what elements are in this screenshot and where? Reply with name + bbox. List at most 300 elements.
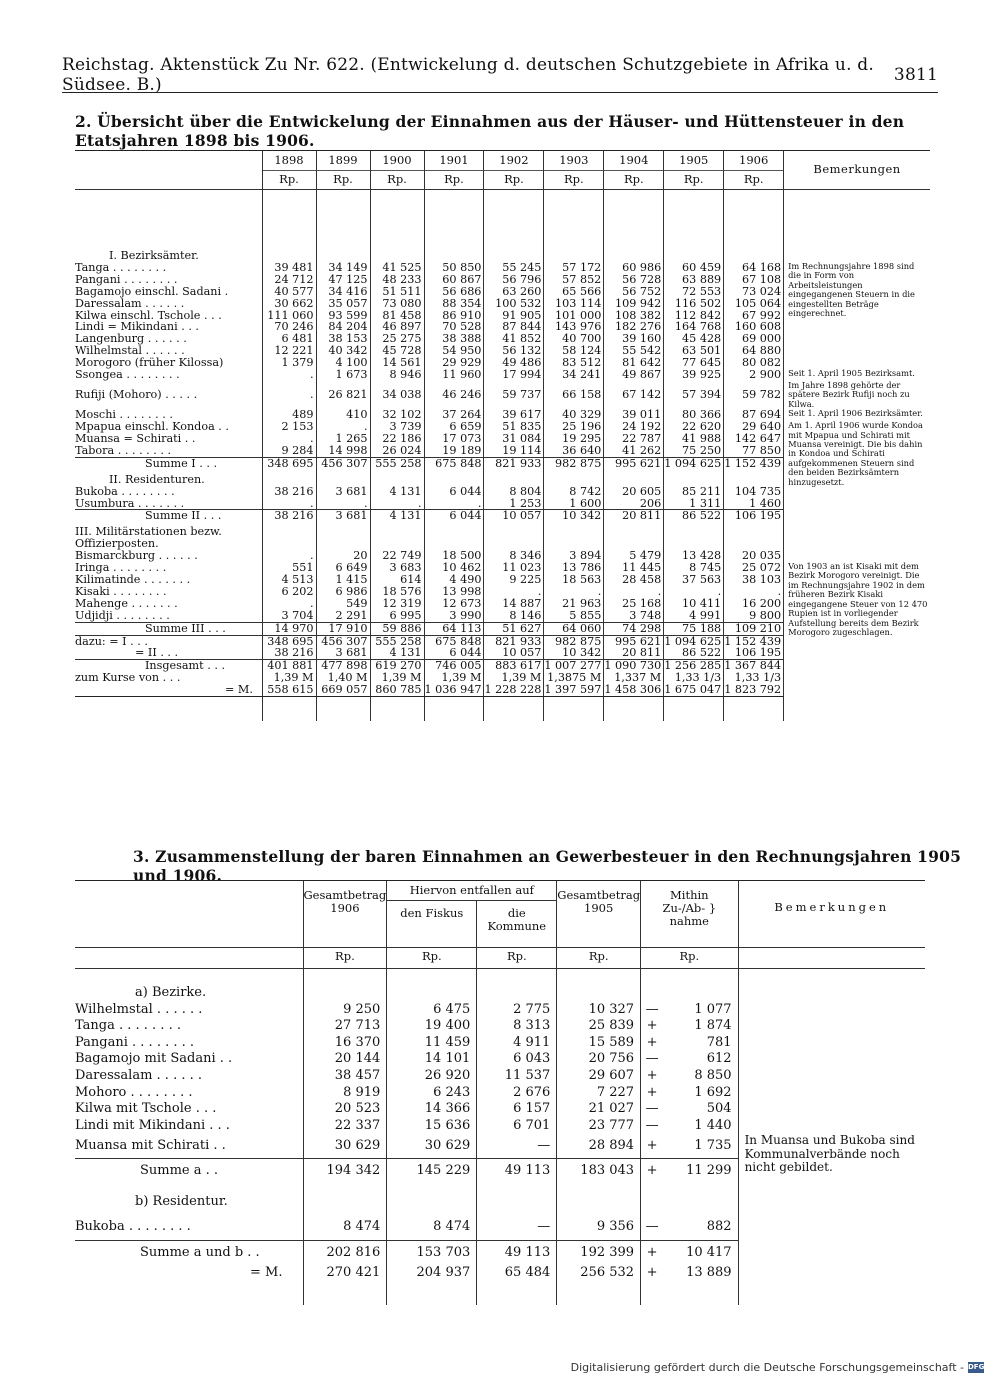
cell-1898: 38 216 bbox=[262, 647, 316, 659]
cell-1899: . bbox=[316, 421, 370, 433]
cell: 14 366 bbox=[387, 1101, 477, 1118]
unit-label: Rp. bbox=[279, 171, 299, 186]
cell-1904: 20 605 bbox=[604, 486, 664, 498]
cell-1905: 13 428 bbox=[664, 550, 724, 562]
cell: 27 713 bbox=[303, 1018, 387, 1035]
cell-1900: 8 946 bbox=[370, 369, 424, 381]
cell-1906: 69 000 bbox=[724, 333, 784, 345]
cell: 30 629 bbox=[303, 1134, 387, 1159]
year-header-1901 bbox=[424, 151, 484, 190]
year-label: 1906 bbox=[724, 155, 783, 171]
row-label: III. Militärstationen bezw. Offizierposten. bbox=[75, 525, 222, 551]
cell: 256 532 bbox=[557, 1265, 641, 1282]
cell-1904: 74 298 bbox=[604, 622, 664, 635]
cell-1899: 1,40 M bbox=[316, 672, 370, 684]
cell-1903: 64 060 bbox=[544, 622, 604, 635]
cell-1904: 67 142 bbox=[604, 381, 664, 409]
t3-fiskus-header: den Fiskus bbox=[387, 901, 477, 948]
cell-1906: 73 024 bbox=[724, 286, 784, 298]
cell: 270 421 bbox=[303, 1265, 387, 1282]
cell-1901: 88 354 bbox=[424, 298, 484, 310]
cell-1899: 17 910 bbox=[316, 622, 370, 635]
header-title: Reichstag. Aktenstück Zu Nr. 622. (Entwickelung d. deutschen Schutzgebiete in Afrika u. d. Südsee. B.) bbox=[62, 55, 874, 95]
cell-1902: 31 084 bbox=[484, 433, 544, 445]
cell-1905: 4 991 bbox=[664, 610, 724, 622]
diff-sign: + bbox=[641, 1265, 664, 1282]
diff-sign: — bbox=[641, 1216, 664, 1241]
cell-1906: 80 082 bbox=[724, 357, 784, 369]
cell-1901: 6 659 bbox=[424, 421, 484, 433]
t3-diff-header: Mithin Zu-/Ab- } nahme bbox=[641, 881, 739, 948]
cell-1898: 70 246 bbox=[262, 321, 316, 333]
cell-1905: 1 094 625 bbox=[664, 457, 724, 469]
cell-empty bbox=[724, 470, 784, 486]
cell-1898: 40 577 bbox=[262, 286, 316, 298]
cell-1901: 60 867 bbox=[424, 274, 484, 286]
cell-1902: 9 225 bbox=[484, 574, 544, 586]
year-header-1902 bbox=[484, 151, 544, 190]
cell-1900: 25 275 bbox=[370, 333, 424, 345]
cell-1905: . bbox=[664, 586, 724, 598]
cell: 21 027 bbox=[557, 1101, 641, 1118]
remark: Seit 1. April 1906 Bezirksämter. bbox=[784, 409, 930, 421]
cell-1906: 67 992 bbox=[724, 310, 784, 322]
diff-value-empty bbox=[663, 979, 738, 1002]
cell-1905: 80 366 bbox=[664, 409, 724, 421]
cell-1902: 14 887 bbox=[484, 598, 544, 610]
cell: 194 342 bbox=[303, 1159, 387, 1184]
cell-1901: 1,39 M bbox=[424, 672, 484, 684]
diff-sign: + bbox=[641, 1085, 664, 1102]
cell-empty bbox=[424, 246, 484, 262]
cell-1902: 17 994 bbox=[484, 369, 544, 381]
cell-1906: 1 152 439 bbox=[724, 457, 784, 469]
year-header-1900 bbox=[370, 151, 424, 190]
cell-1899: 3 681 bbox=[316, 486, 370, 498]
cell-1901: 29 929 bbox=[424, 357, 484, 369]
row-label: b) Residentur. bbox=[135, 1194, 228, 1210]
cell: 14 101 bbox=[387, 1051, 477, 1068]
cell-1904: 55 542 bbox=[604, 345, 664, 357]
row-label: Mpapua einschl. Kondoa . . bbox=[75, 420, 229, 434]
row-label: Summe I . . . bbox=[75, 457, 262, 469]
cell-1903: 40 700 bbox=[544, 333, 604, 345]
cell-1898: 2 153 bbox=[262, 421, 316, 433]
cell-1898: 348 695 bbox=[262, 635, 316, 647]
unit-label: Rp. bbox=[444, 171, 464, 186]
row-label: Morogoro (früher Kilossa) bbox=[75, 356, 224, 370]
diff-sign-empty bbox=[641, 979, 664, 1002]
cell: 9 250 bbox=[303, 1002, 387, 1019]
cell-1898: . bbox=[262, 498, 316, 510]
cell-1904: 5 479 bbox=[604, 550, 664, 562]
cell-1906: 106 195 bbox=[724, 647, 784, 659]
diff-value: 1 440 bbox=[694, 1117, 732, 1133]
cell: 23 777 bbox=[557, 1118, 641, 1135]
cell-1905: 41 988 bbox=[664, 433, 724, 445]
cell-1898: 348 695 bbox=[262, 457, 316, 469]
cell: 19 400 bbox=[387, 1018, 477, 1035]
cell: 183 043 bbox=[557, 1159, 641, 1184]
cell-1903: 19 295 bbox=[544, 433, 604, 445]
cell-1905: 1,33 1/3 bbox=[664, 672, 724, 684]
cell-1904: 28 458 bbox=[604, 574, 664, 586]
cell-1899: 40 342 bbox=[316, 345, 370, 357]
cell-1901: 54 950 bbox=[424, 345, 484, 357]
cell-1898: 39 481 bbox=[262, 262, 316, 274]
cell-1902: 821 933 bbox=[484, 457, 544, 469]
row-label: a) Bezirke. bbox=[135, 985, 207, 1000]
cell: 28 894 bbox=[557, 1134, 641, 1159]
footer bbox=[571, 1361, 984, 1374]
cell-1906: 77 850 bbox=[724, 445, 784, 457]
row-label: Usumbura . . . . . . . bbox=[75, 496, 185, 510]
cell-empty bbox=[604, 470, 664, 486]
cell-empty bbox=[262, 246, 316, 262]
cell-1905: 72 553 bbox=[664, 286, 724, 298]
cell-1899: 410 bbox=[316, 409, 370, 421]
cell-empty bbox=[424, 470, 484, 486]
cell-1898: . bbox=[262, 369, 316, 381]
cell: 65 484 bbox=[477, 1265, 557, 1282]
cell-1905: 86 522 bbox=[664, 647, 724, 659]
cell-1899: 3 681 bbox=[316, 510, 370, 522]
cell-1900: 860 785 bbox=[370, 684, 424, 696]
cell: 20 756 bbox=[557, 1051, 641, 1068]
cell-1901: 50 850 bbox=[424, 262, 484, 274]
diff-value: 10 417 bbox=[663, 1240, 738, 1265]
cell-1903: 8 742 bbox=[544, 486, 604, 498]
cell-1905: 37 563 bbox=[664, 574, 724, 586]
cell-1903: 36 640 bbox=[544, 445, 604, 457]
cell-1903: 10 342 bbox=[544, 647, 604, 659]
cell-1905: 22 620 bbox=[664, 421, 724, 433]
cell-1900: 3 739 bbox=[370, 421, 424, 433]
cell-empty bbox=[484, 246, 544, 262]
cell: 8 313 bbox=[477, 1018, 557, 1035]
diff-sign: — bbox=[641, 1051, 664, 1068]
trade-tax-table bbox=[75, 880, 925, 1305]
cell-1903: 66 158 bbox=[544, 381, 604, 409]
cell-1901: 675 848 bbox=[424, 635, 484, 647]
cell-empty bbox=[477, 1183, 557, 1215]
cell-1902: 51 627 bbox=[484, 622, 544, 635]
row-label: Wilhelmstal . . . . . . bbox=[75, 344, 185, 358]
cell-1901: 675 848 bbox=[424, 457, 484, 469]
cell-1903: 1 397 597 bbox=[544, 684, 604, 696]
cell-1899: 6 649 bbox=[316, 562, 370, 574]
cell-1898: . bbox=[262, 550, 316, 562]
row-label: Bagamojo mit Sadani . . bbox=[75, 1051, 233, 1067]
diff-value: 8 850 bbox=[694, 1067, 732, 1083]
row-label: II. Residenturen. bbox=[109, 472, 205, 486]
row-label: Tanga . . . . . . . . bbox=[75, 260, 167, 274]
cell-1901: 17 073 bbox=[424, 433, 484, 445]
cell-1900: 81 458 bbox=[370, 310, 424, 322]
cell-1898: 1,39 M bbox=[262, 672, 316, 684]
cell-empty bbox=[262, 522, 316, 550]
cell: 8 919 bbox=[303, 1085, 387, 1102]
diff-value: 11 299 bbox=[663, 1159, 738, 1184]
cell-1899: 1 673 bbox=[316, 369, 370, 381]
cell-1901: 3 990 bbox=[424, 610, 484, 622]
row-label: zum Kurse von . . . bbox=[75, 671, 181, 685]
remark-empty bbox=[738, 979, 925, 1134]
row-label: Summe III . . . bbox=[75, 622, 262, 635]
table-row bbox=[75, 246, 930, 262]
cell-1902: 91 905 bbox=[484, 310, 544, 322]
cell-1900: 45 728 bbox=[370, 345, 424, 357]
cell: 192 399 bbox=[557, 1240, 641, 1265]
row-label: dazu: = I . . . bbox=[75, 635, 262, 647]
cell: 20 523 bbox=[303, 1101, 387, 1118]
cell-1902: 10 057 bbox=[484, 647, 544, 659]
cell-1902: 87 844 bbox=[484, 321, 544, 333]
cell-1902: 63 260 bbox=[484, 286, 544, 298]
cell-empty bbox=[316, 522, 370, 550]
cell-1903: 101 000 bbox=[544, 310, 604, 322]
cell-1898: 1 379 bbox=[262, 357, 316, 369]
row-label: I. Bezirksämter. bbox=[109, 249, 199, 262]
cell: 8 474 bbox=[387, 1216, 477, 1241]
row-label: Lindi = Mikindani . . . bbox=[75, 320, 199, 334]
cell-1900: 555 258 bbox=[370, 457, 424, 469]
section3-title: 3. Zusammenstellung der baren Einnahmen an Gewerbesteuer in den Rechnungsjahren 1905 und 1906. bbox=[133, 847, 962, 885]
cell-1900: . bbox=[370, 498, 424, 510]
cell-empty bbox=[370, 246, 424, 262]
cell-1904: 109 942 bbox=[604, 298, 664, 310]
cell-1899: 1 265 bbox=[316, 433, 370, 445]
cell-1905: 75 188 bbox=[664, 622, 724, 635]
cell-1903: 65 566 bbox=[544, 286, 604, 298]
cell-1903: 83 512 bbox=[544, 357, 604, 369]
t3-label-header bbox=[75, 881, 303, 948]
cell: 30 629 bbox=[387, 1134, 477, 1159]
cell-1900: 4 131 bbox=[370, 486, 424, 498]
year-header-1899 bbox=[316, 151, 370, 190]
t3-split-header: Hiervon entfallen auf bbox=[387, 881, 557, 901]
cell-empty bbox=[544, 470, 604, 486]
table-row bbox=[75, 1265, 925, 1282]
year-header-1904 bbox=[604, 151, 664, 190]
cell-1899: 1 415 bbox=[316, 574, 370, 586]
diff-sign-empty bbox=[641, 1183, 664, 1215]
year-label: 1902 bbox=[484, 155, 543, 171]
cell-1906: 29 640 bbox=[724, 421, 784, 433]
cell-1906: 2 900 bbox=[724, 369, 784, 381]
cell-1899: 14 998 bbox=[316, 445, 370, 457]
cell-1898: 489 bbox=[262, 409, 316, 421]
cell-1901: 46 246 bbox=[424, 381, 484, 409]
cell-1901: 1 036 947 bbox=[424, 684, 484, 696]
cell-1899: 84 204 bbox=[316, 321, 370, 333]
cell-1906: . bbox=[724, 586, 784, 598]
cell-1900: 34 038 bbox=[370, 381, 424, 409]
cell: 15 589 bbox=[557, 1035, 641, 1052]
t3-total1905-header: Gesamtbetrag 1905 bbox=[557, 881, 641, 948]
row-label: Kisaki . . . . . . . . bbox=[75, 584, 167, 598]
cell-1902: 1,39 M bbox=[484, 672, 544, 684]
cell-1903: 58 124 bbox=[544, 345, 604, 357]
cell-1902: 59 737 bbox=[484, 381, 544, 409]
cell-1899: 93 599 bbox=[316, 310, 370, 322]
cell: 11 459 bbox=[387, 1035, 477, 1052]
cell-1900: 48 233 bbox=[370, 274, 424, 286]
cell-1902: 1 228 228 bbox=[484, 684, 544, 696]
cell: 6 475 bbox=[387, 1002, 477, 1019]
unit-label: Rp. bbox=[564, 171, 584, 186]
cell-1898: 558 615 bbox=[262, 684, 316, 696]
cell-1899: 2 291 bbox=[316, 610, 370, 622]
cell-empty bbox=[477, 979, 557, 1002]
cell-1899: 47 125 bbox=[316, 274, 370, 286]
cell: 2 775 bbox=[477, 1002, 557, 1019]
cell-1906: 105 064 bbox=[724, 298, 784, 310]
cell-1898: 401 881 bbox=[262, 660, 316, 672]
diff-value: 1 692 bbox=[694, 1084, 732, 1100]
t3-remarks-header: Bemerkungen bbox=[738, 881, 925, 948]
diff-sign: — bbox=[641, 1002, 664, 1019]
cell-1900: 4 131 bbox=[370, 647, 424, 659]
cell-1905: 10 411 bbox=[664, 598, 724, 610]
row-label: Pangani . . . . . . . . bbox=[75, 1034, 195, 1050]
cell-1904: 41 262 bbox=[604, 445, 664, 457]
cell: 6 043 bbox=[477, 1051, 557, 1068]
cell-1901: 6 044 bbox=[424, 510, 484, 522]
row-label: Udjidji . . . . . . . . bbox=[75, 608, 170, 622]
cell-empty bbox=[303, 979, 387, 1002]
diff-value: 1 735 bbox=[694, 1138, 732, 1154]
cell-1906: 1 152 439 bbox=[724, 635, 784, 647]
t2-label-header bbox=[75, 151, 262, 190]
cell-1906: 1,33 1/3 bbox=[724, 672, 784, 684]
row-label: Bismarckburg . . . . . . bbox=[75, 549, 198, 563]
cell-1904: 1 090 730 bbox=[604, 660, 664, 672]
cell-1900: 18 576 bbox=[370, 586, 424, 598]
row-label: Daressalam . . . . . . bbox=[75, 1067, 202, 1083]
cell-1903: 143 976 bbox=[544, 321, 604, 333]
diff-value-empty bbox=[663, 1183, 738, 1215]
cell-empty bbox=[604, 246, 664, 262]
cell-1903: 40 329 bbox=[544, 409, 604, 421]
cell-1902: 8 146 bbox=[484, 610, 544, 622]
cell-1905: 112 842 bbox=[664, 310, 724, 322]
row-label: Rufiji (Mohoro) . . . . . bbox=[75, 388, 198, 402]
unit-label: Rp. bbox=[333, 171, 353, 186]
cell-1899: 456 307 bbox=[316, 457, 370, 469]
cell-1906: 87 694 bbox=[724, 409, 784, 421]
cell-1906: 25 072 bbox=[724, 562, 784, 574]
cell-1902: 821 933 bbox=[484, 635, 544, 647]
row-label: Daressalam . . . . . . bbox=[75, 296, 185, 310]
row-label: = M. bbox=[250, 1264, 283, 1280]
year-header-1903 bbox=[544, 151, 604, 190]
row-label: Wilhelmstal . . . . . . bbox=[75, 1001, 203, 1017]
diff-sign: + bbox=[641, 1018, 664, 1035]
remark: Seit 1. April 1905 Bezirksamt. bbox=[784, 369, 930, 381]
unit-label: Rp. bbox=[743, 171, 764, 186]
cell-1905: 75 250 bbox=[664, 445, 724, 457]
cell: 29 607 bbox=[557, 1068, 641, 1085]
cell-1898: 24 712 bbox=[262, 274, 316, 286]
cell-1899: 477 898 bbox=[316, 660, 370, 672]
cell-1906: 142 647 bbox=[724, 433, 784, 445]
cell-1904: 182 276 bbox=[604, 321, 664, 333]
cell-1899: 4 100 bbox=[316, 357, 370, 369]
row-label: Bukoba . . . . . . . . bbox=[75, 1219, 191, 1235]
cell: 204 937 bbox=[387, 1265, 477, 1282]
year-header-1898 bbox=[262, 151, 316, 190]
row-label: Langenburg . . . . . . bbox=[75, 332, 187, 346]
year-label: 1903 bbox=[544, 155, 603, 171]
cell-1903: 103 114 bbox=[544, 298, 604, 310]
cell-1901: 12 673 bbox=[424, 598, 484, 610]
year-label: 1898 bbox=[263, 155, 316, 171]
cell-empty bbox=[664, 522, 724, 550]
cell: 8 474 bbox=[303, 1216, 387, 1241]
t3-kommune-header: die Kommune bbox=[477, 901, 557, 948]
cell-1900: 41 525 bbox=[370, 262, 424, 274]
row-label: = M. bbox=[75, 684, 262, 696]
cell-1901: 37 264 bbox=[424, 409, 484, 421]
cell-1903: 982 875 bbox=[544, 457, 604, 469]
diff-value: 504 bbox=[706, 1101, 732, 1117]
cell-1904: 81 642 bbox=[604, 357, 664, 369]
cell-1901: 10 462 bbox=[424, 562, 484, 574]
cell-empty bbox=[604, 522, 664, 550]
cell-1903: 10 342 bbox=[544, 510, 604, 522]
year-label: 1905 bbox=[664, 155, 723, 171]
diff-value: 1 874 bbox=[694, 1018, 732, 1034]
t3-unit-spacer bbox=[75, 948, 303, 969]
cell-1902: 39 617 bbox=[484, 409, 544, 421]
cell-1899: 669 057 bbox=[316, 684, 370, 696]
cell-1899: 26 821 bbox=[316, 381, 370, 409]
cell-1905: 116 502 bbox=[664, 298, 724, 310]
cell-1904: . bbox=[604, 586, 664, 598]
cell-1900: 22 749 bbox=[370, 550, 424, 562]
cell-1904: 995 621 bbox=[604, 635, 664, 647]
cell-1899: 35 057 bbox=[316, 298, 370, 310]
cell-1899: 34 416 bbox=[316, 286, 370, 298]
cell-1900: 4 131 bbox=[370, 510, 424, 522]
cell-1905: 57 394 bbox=[664, 381, 724, 409]
cell-1898: 14 970 bbox=[262, 622, 316, 635]
row-label: = II . . . bbox=[135, 646, 179, 660]
cell-1901: 70 528 bbox=[424, 321, 484, 333]
remark: Am 1. April 1906 wurde Kondoa mit Mpapua und Schirati mit Muansa vereinigt. Die bis dahin in Kondoa und Schirati aufgekommenen Steuern sind den beiden Bezirksämtern hinzugesetzt. bbox=[784, 421, 930, 550]
cell-1898: 38 216 bbox=[262, 510, 316, 522]
cell-1901: 4 490 bbox=[424, 574, 484, 586]
cell: 202 816 bbox=[303, 1240, 387, 1265]
cell: 6 243 bbox=[387, 1085, 477, 1102]
year-label: 1899 bbox=[317, 155, 370, 171]
unit-label: Rp. bbox=[683, 171, 704, 186]
cell-1903: 1 600 bbox=[544, 498, 604, 510]
cell-1905: 1 094 625 bbox=[664, 635, 724, 647]
cell-1901: 6 044 bbox=[424, 647, 484, 659]
cell-empty bbox=[664, 470, 724, 486]
cell-1900: 59 886 bbox=[370, 622, 424, 635]
diff-value: 1 077 bbox=[694, 1001, 732, 1017]
cell-1904: 20 811 bbox=[604, 647, 664, 659]
cell-1905: 86 522 bbox=[664, 510, 724, 522]
cell-1898: 9 284 bbox=[262, 445, 316, 457]
cell-empty bbox=[424, 522, 484, 550]
cell-1906: 64 168 bbox=[724, 262, 784, 274]
cell-1902: 56 796 bbox=[484, 274, 544, 286]
cell-1902: 10 057 bbox=[484, 510, 544, 522]
